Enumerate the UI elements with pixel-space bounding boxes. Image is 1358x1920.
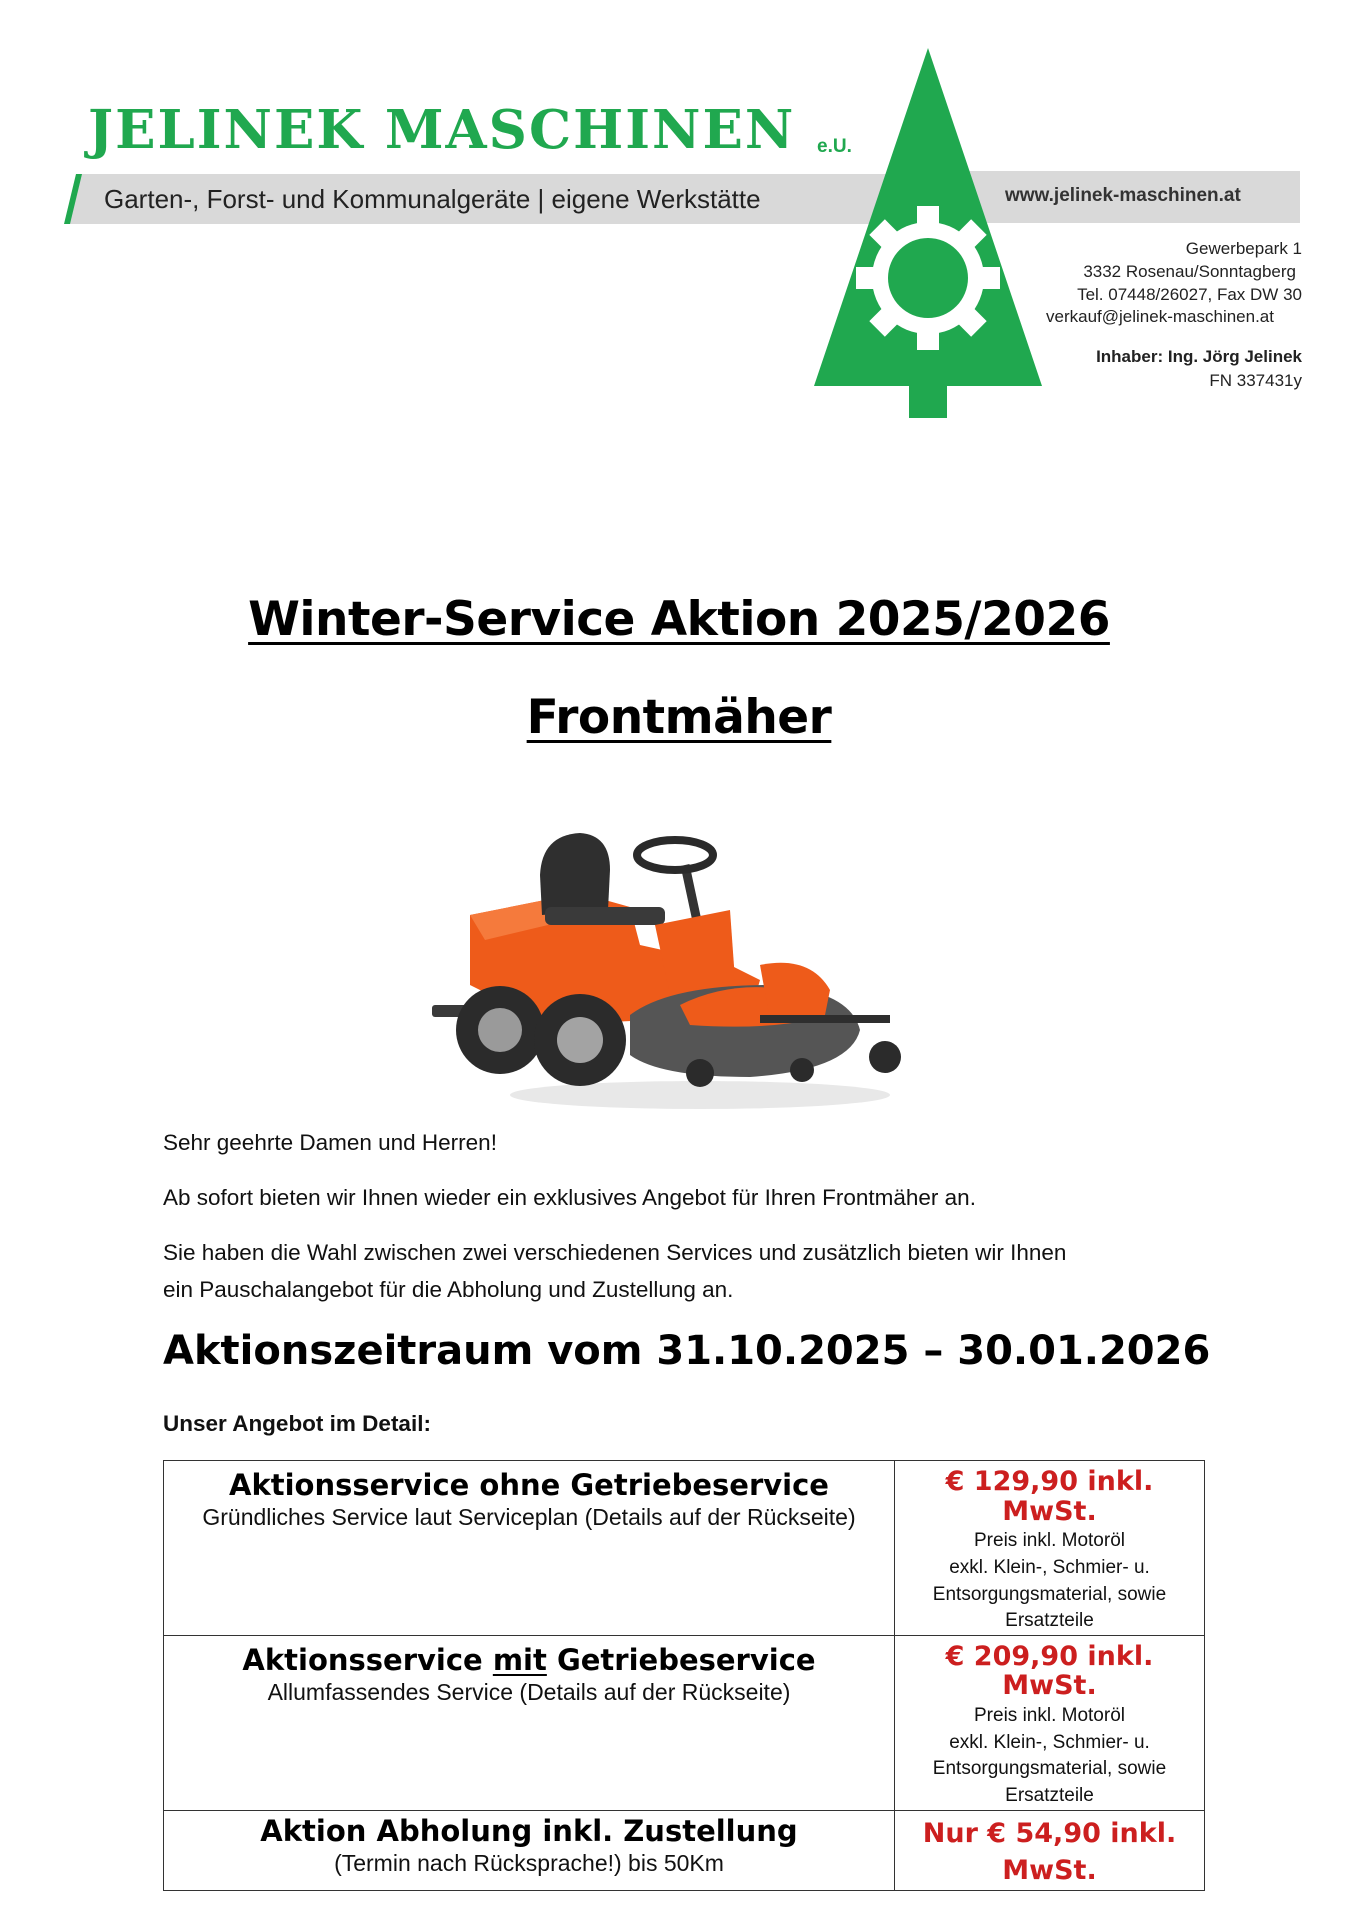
offer-description: Allumfassendes Service (Details auf der Rückseite) (267, 1679, 791, 1706)
offer-price: € 209,90 inkl. MwSt. (945, 1640, 1154, 1702)
brand-name: JELINEK MASCHINEN (88, 99, 796, 161)
price-cell (895, 1810, 1205, 1891)
greeting: Sehr geehrte Damen und Herren! (163, 1130, 497, 1155)
choice-paragraph-line1: Sie haben die Wahl zwischen zwei verschiedenen Services und zusätzlich bieten wir Ihnen (163, 1240, 1067, 1265)
offer-heading: Unser Angebot im Detail: (163, 1411, 431, 1436)
table-row (164, 1635, 1205, 1810)
price-note: Preis inkl. Motoröl exkl. Klein-, Schmier- u. Entsorgungsmaterial, sowie Ersatzteile (932, 1530, 1167, 1632)
offer-description: Gründliches Service laut Serviceplan (Details auf der Rückseite) (202, 1504, 856, 1531)
website-link[interactable]: www.jelinek-maschinen.at (1005, 185, 1241, 206)
choice-paragraph-line2: ein Pauschalangebot für die Abholung und Zustellung an. (163, 1277, 734, 1302)
document-subtitle: Frontmäher (526, 690, 832, 745)
brand-suffix: e.U. (817, 136, 852, 157)
document-title: Winter-Service Aktion 2025/2026 (248, 592, 1110, 647)
offer-cell (164, 1461, 895, 1636)
price-cell (895, 1635, 1205, 1810)
table-row (164, 1461, 1205, 1636)
company-register: FN 337431y (1209, 371, 1302, 390)
tree-gear-logo-icon (810, 48, 1046, 418)
offer-cell (164, 1635, 895, 1810)
offer-cell (164, 1810, 895, 1891)
owner: Inhaber: Ing. Jörg Jelinek (1096, 347, 1302, 366)
offer-table (163, 1460, 1205, 1891)
table-row (164, 1810, 1205, 1891)
intro-paragraph: Ab sofort bieten wir Ihnen wieder ein exklusives Angebot für Ihren Frontmäher an. (163, 1185, 976, 1210)
campaign-period: Aktionszeitraum vom 31.10.2025 – 30.01.2026 (163, 1328, 1211, 1374)
address-city: 3332 Rosenau/Sonntagberg (1083, 262, 1296, 281)
address-street: Gewerbepark 1 (1185, 239, 1302, 258)
offer-title: Aktionsservice mit Getriebeservice (242, 1642, 816, 1677)
offer-title: Aktion Abholung inkl. Zustellung (260, 1813, 798, 1848)
price-cell (895, 1461, 1205, 1636)
email-link[interactable]: verkauf@jelinek-maschinen.at (1046, 307, 1274, 326)
offer-price: Nur € 54,90 inkl. MwSt. (922, 1817, 1177, 1887)
front-mower-image (430, 815, 920, 1115)
company-slogan: Garten-, Forst- und Kommunalgeräte | eigene Werkstätte (104, 184, 761, 214)
offer-title: Aktionsservice ohne Getriebeservice (229, 1468, 829, 1502)
offer-description: (Termin nach Rücksprache!) bis 50Km (334, 1849, 724, 1876)
offer-price: € 129,90 inkl. MwSt. (945, 1466, 1154, 1527)
phone-fax: Tel. 07448/26027, Fax DW 30 (1077, 285, 1302, 304)
price-note: Preis inkl. Motoröl exkl. Klein-, Schmier- u. Entsorgungsmaterial, sowie Ersatzteile (932, 1705, 1167, 1806)
